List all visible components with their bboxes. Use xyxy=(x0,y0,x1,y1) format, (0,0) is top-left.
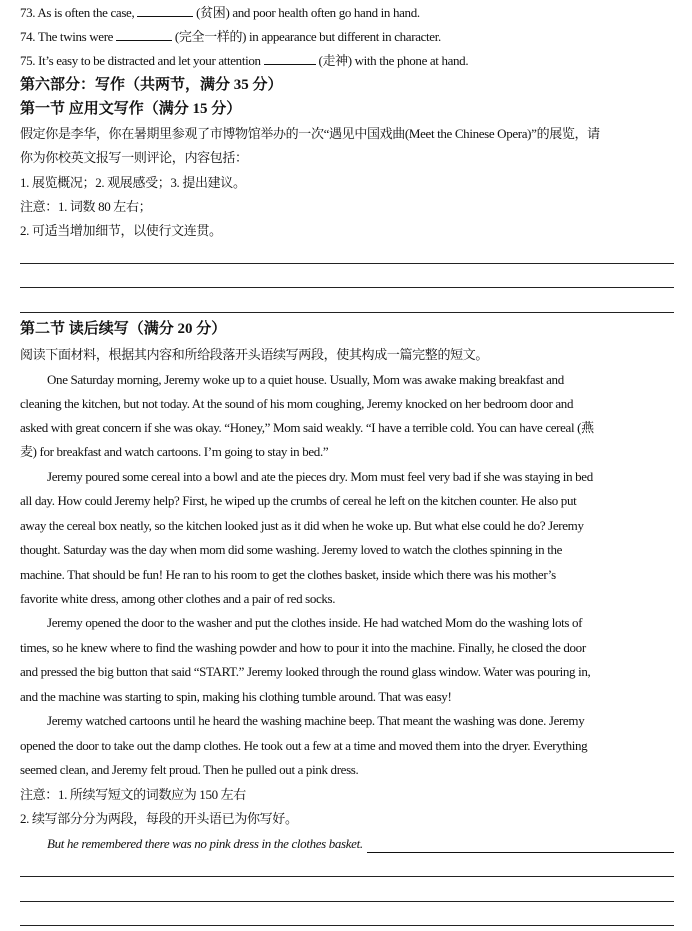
passage-line: asked with great concern if she was okay. “Honey,” Mom said weakly. “I have a terrible cold. You can have cereal (燕 xyxy=(20,420,594,435)
passage-line: and pressed the big button that said “START.” Jeremy looked through the round glass window. Water was pouring in, xyxy=(20,664,591,679)
passage-line: machine. That should be fun! He ran to his room to get the clothes basket, inside which there was his mother’s xyxy=(20,567,556,582)
question-75: 75. It’s easy to be distracted and let your attention (走神) with the phone at hand. xyxy=(20,53,469,68)
section1-prompt-line2: 你为你校英文报写一则评论，内容包括： xyxy=(20,150,248,165)
writing-line[interactable] xyxy=(20,287,674,288)
passage-line: thought. Saturday was the day when mom did some washing. Jeremy loved to watch the clothes spinning in the xyxy=(20,542,563,557)
passage-line: all day. How could Jeremy help? First, he wiped up the crumbs of cereal he left on the kitchen counter. He also put xyxy=(20,493,577,508)
passage-line: opened the door to take out the damp clothes. He took out a few at a time and moved them into the dryer. Everything xyxy=(20,738,588,753)
passage-line: Jeremy poured some cereal into a bowl and ate the pieces dry. Mom must feel very bad if she was staying in bed xyxy=(47,469,593,484)
part6-title: 第六部分：写作（共两节，满分 35 分） xyxy=(20,77,283,93)
section2-note2: 2. 续写部分分为两段，每段的开头语已为你写好。 xyxy=(20,811,298,826)
writing-line[interactable] xyxy=(20,263,674,264)
writing-line[interactable] xyxy=(20,876,674,877)
writing-line[interactable] xyxy=(20,312,674,313)
section2-instruction: 阅读下面材料，根据其内容和所给段落开头语续写两段，使其构成一篇完整的短文。 xyxy=(20,347,489,362)
passage-line: Jeremy watched cartoons until he heard the washing machine beep. That meant the washing was done. Jeremy xyxy=(47,713,585,728)
passage-line: cleaning the kitchen, but not today. At the sound of his mom coughing, Jeremy knocked on her bedroom door and xyxy=(20,396,574,411)
continuation-opening: But he remembered there was no pink dress in the clothes basket. xyxy=(47,836,363,851)
passage-line: and the machine was starting to spin, making his clothing tumble around. That was easy! xyxy=(20,689,452,704)
passage-line: 麦) for breakfast and watch cartoons. I’m going to stay in bed.” xyxy=(20,444,329,459)
passage-line: away the cereal box neatly, so the kitchen looked just as it did when he woke up. But what else could he do? Jeremy xyxy=(20,518,584,533)
writing-line[interactable] xyxy=(20,925,674,926)
section2-note1: 注意：1. 所续写短文的词数应为 150 左右 xyxy=(20,787,246,802)
section2-title: 第二节 读后续写（满分 20 分） xyxy=(20,321,227,337)
question-74: 74. The twins were (完全一样的) in appearance but different in character. xyxy=(20,29,441,44)
section1-note1: 注意：1. 词数 80 左右； xyxy=(20,199,152,214)
continuation-prompt xyxy=(47,835,674,853)
answer-blank-73[interactable] xyxy=(137,4,193,17)
section1-prompt-line1: 假定你是李华，你在暑期里参观了市博物馆举办的一次“遇见中国戏曲(Meet the Chinese Opera)”的展览，请 xyxy=(20,126,600,141)
passage-line: favorite white dress, among other clothes and a pair of red socks. xyxy=(20,591,336,606)
answer-blank-75[interactable] xyxy=(264,52,316,65)
question-73: 73. As is often the case, (贫困) and poor health often go hand in hand. xyxy=(20,5,420,20)
passage-line: times, so he knew where to find the washing powder and how to pour it into the machine. Finally, he closed the door xyxy=(20,640,586,655)
passage-line: One Saturday morning, Jeremy woke up to a quiet house. Usually, Mom was awake making breakfast and xyxy=(47,372,564,387)
passage-line: seemed clean, and Jeremy felt proud. Then he pulled out a pink dress. xyxy=(20,762,359,777)
writing-line[interactable] xyxy=(20,901,674,902)
section1-title: 第一节 应用文写作（满分 15 分） xyxy=(20,101,242,117)
answer-blank-74[interactable] xyxy=(116,28,172,41)
section1-note2: 2. 可适当增加细节，以使行文连贯。 xyxy=(20,223,222,238)
continuation-blank[interactable] xyxy=(367,840,674,853)
section1-content-points: 1. 展览概况；2. 观展感受；3. 提出建议。 xyxy=(20,175,246,190)
passage-line: Jeremy opened the door to the washer and put the clothes inside. He had watched Mom do the washing lots of xyxy=(47,615,583,630)
